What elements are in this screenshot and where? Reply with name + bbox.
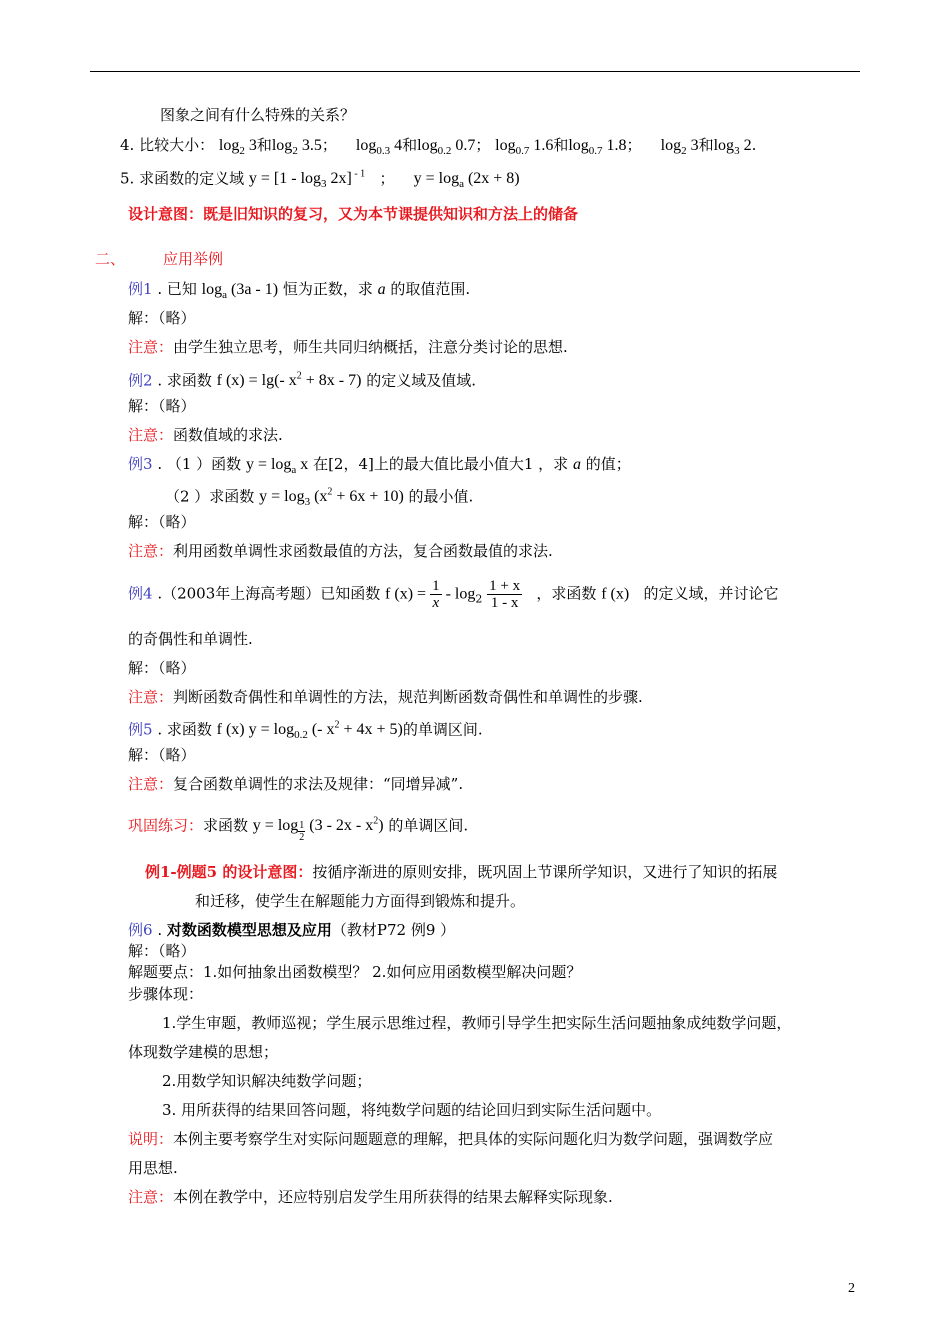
formula-pair-4: $\log_2 3$和$\log_3 2$ [660,136,752,158]
header-rule [90,71,860,72]
example-6: 例6 . 对数函数模型思想及应用（教材P72 例9 ） [128,921,456,939]
example-2: 例2 . 求函数 f (x) = lg(- $x^2 + 8x - 7$) 的定义域及值域. [128,371,476,390]
example-3-part-1: 例3 . （1 ）函数 $y = \log_a x$ 在[2，4]上的最大值比最小值大1 ，求 a 的值； [128,455,631,477]
solution-6: 解：（略） [128,942,196,960]
design-intent-1: 设计意图：既是旧知识的复习，又为本节课提供知识和方法上的储备 [128,205,579,223]
step-1-line-2: 体现数学建模的思想； [128,1043,279,1061]
fraction-1px-over-1mx: $\frac{1 + x}{1 - x}$ [489,578,521,611]
step-3: 3. 用所获得的结果回答问题，将纯数学问题的结论回归到实际生活问题中。 [162,1101,662,1119]
step-2: 2.用数学知识解决纯数学问题； [162,1072,372,1090]
solution-1: 解：（略） [128,309,196,327]
domain-formula-1: $y = [1 - \log_3 2x]$ $^{- 1}$ [248,169,366,191]
domain-formula-2: $y = \log_a (2x + 8)$ [413,170,520,191]
solution-2: 解：（略） [128,397,196,415]
log-base-one-half: $\frac{1}{2}$ [299,820,305,844]
formula-pair-1: $\log_2 3$和$\log_2 3.5$ [218,136,322,158]
note-1: 注意：由学生独立思考，师生共同归纳概括，注意分类讨论的思想. [128,338,568,356]
design-intent-2-line-2: 和迁移，使学生在解题能力方面得到锻炼和提升。 [195,892,526,910]
steps-label: 步骤体现： [128,985,204,1003]
explanation-line-1: 说明：本例主要考察学生对实际问题题意的理解，把具体的实际问题化归为数学问题，强调数学应 [128,1130,774,1148]
practice-exercise: 巩固练习：求函数 y = log $\frac{1}{2}$ $(3 - 2x - x^2)$ 的单调区间. [128,816,469,844]
note-4: 注意：判断函数奇偶性和单调性的方法，规范判断函数奇偶性和单调性的步骤. [128,688,643,706]
note-6: 注意：本例在教学中，还应特别启发学生用所获得的结果去解释实际现象. [128,1188,613,1206]
design-intent-2-line-1: 例1-例题5 的设计意图：按循序渐进的原则安排，既巩固上节课所学知识，又进行了知识的拓展 [145,863,778,881]
example-4: 例4 .（2003年上海高考题）已知函数 f (x) = $\frac{1}{x}$ - $\log_2$ $\frac{1 + x}{1 - x}$ ，求函数 f (x) 的定义域，并讨论它 [128,578,779,611]
step-1-line-1: 1.学生审题，教师巡视；学生展示思维过程，教师引导学生把实际生活问题抽象成纯数学问题， [162,1014,792,1032]
note-5: 注意：复合函数单调性的求法及规律：“同增异减”. [128,775,464,793]
solution-5: 解：（略） [128,746,196,764]
example-4-line-2: 的奇偶性和单调性. [128,630,253,648]
example-1: 例1 . 已知 $\log_a (3a - 1)$ 恒为正数，求 a 的取值范围. [128,280,471,302]
explanation-line-2: 用思想. [128,1159,178,1177]
example-5: 例5 . 求函数 f (x) $y = \log_{0.2}$ (- $x^2 + 4x + 5$)的单调区间. [128,720,483,742]
page-number: 2 [848,1281,855,1296]
formula-pair-3: $\log_{0.7} 1.6$和$\log_{0.7} 1.8$ [495,136,627,158]
item-5: 5. 求函数的定义域 $y = [1 - \log_3 2x]$ $^{- 1}$ ； $y = \log_a (2x + 8)$ [120,169,520,191]
solution-4: 解：（略） [128,659,196,677]
formula-pair-2: $\log_{0.3} 4$和$\log_{0.2} 0.7$ [355,136,476,158]
note-3: 注意：利用函数单调性求函数最值的方法，复合函数最值的求法. [128,542,553,560]
item-4: 4. 比较大小： $\log_2 3$和$\log_2 3.5$； $\log_{0.3} 4$和$\log_{0.2} 0.7$； $\log_{0.7} 1.6$和$\log_{0.7} 1.8$； $\log_2 3$和$\log_3 2$. [120,136,757,158]
top-line: 图象之间有什么特殊的关系？ [160,106,356,124]
key-points: 解题要点：1.如何抽象出函数模型？ 2.如何应用函数模型解决问题？ [128,963,582,981]
note-2: 注意：函数值域的求法. [128,426,283,444]
solution-3: 解：（略） [128,513,196,531]
section-2-heading: 二、 应用举例 [95,250,224,268]
fraction-1-over-x: $\frac{1}{x}$ [432,578,440,611]
example-3-part-2: （2 ）求函数 $y = \log_3 (x^2 + 6x + 10)$ 的最小值. [165,487,474,509]
